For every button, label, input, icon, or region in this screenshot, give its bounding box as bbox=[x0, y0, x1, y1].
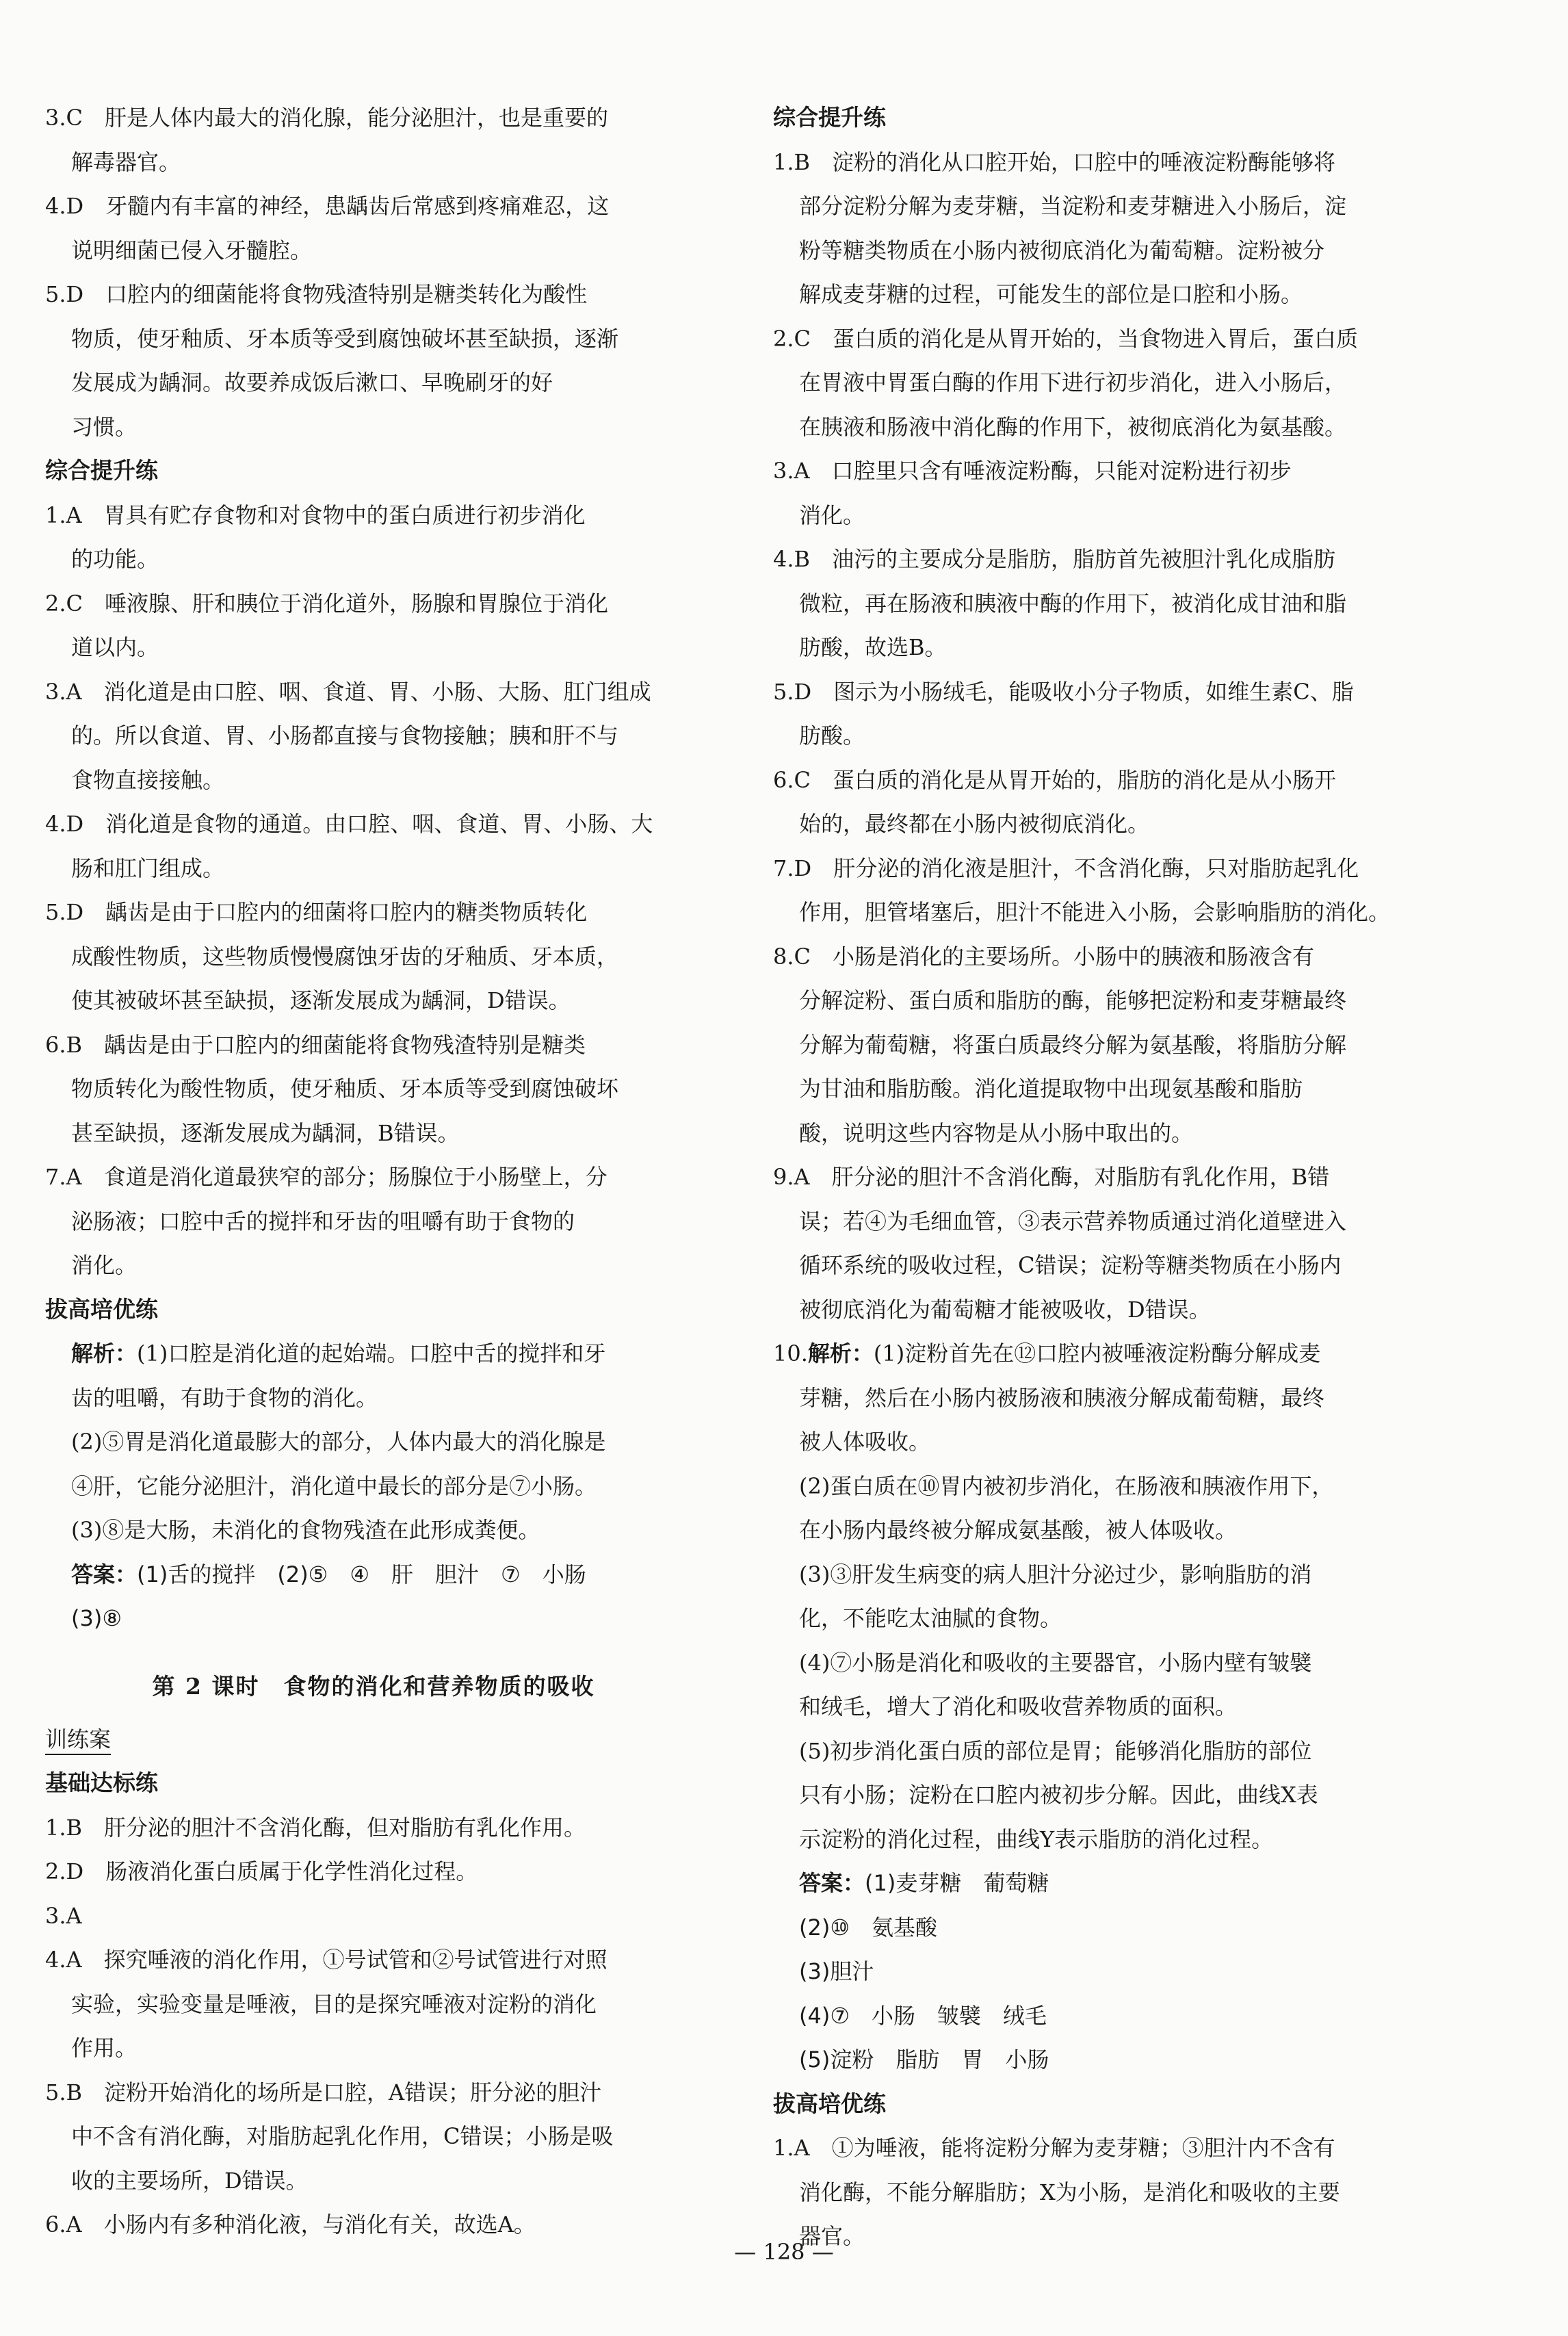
text-line: (2)⑤胃是消化道最膨大的部分，人体内最大的消化腺是 bbox=[71, 1429, 606, 1455]
text-line: 2.C 蛋白质的消化是从胃开始的，当食物进入胃后，蛋白质 bbox=[773, 325, 1359, 352]
text-line: 部分淀粉分解为麦芽糖，当淀粉和麦芽糖进入小肠后，淀 bbox=[799, 193, 1347, 219]
text-line bbox=[45, 1553, 702, 1597]
text-line: ④肝，它能分泌胆汁，消化道中最长的部分是⑦小肠。 bbox=[71, 1472, 597, 1499]
text-line: (3)⑧是大肠，未消化的食物残渣在此形成粪便。 bbox=[71, 1517, 540, 1543]
text-line: (2)⑩ 氨基酸 bbox=[799, 1914, 938, 1941]
analysis-label: 解析： bbox=[71, 1340, 138, 1366]
text-line bbox=[45, 1332, 702, 1376]
answer-text: (1)麦芽糖 葡萄糖 bbox=[865, 1870, 1049, 1896]
text-line: 3.A 消化道是由口腔、咽、食道、胃、小肠、大肠、肛门组成 bbox=[45, 678, 651, 705]
text-line: (3)③肝发生病变的病人胆汁分泌过少，影响脂肪的消 bbox=[799, 1561, 1312, 1587]
page-number: — 128 — bbox=[734, 2239, 834, 2265]
text-line: 肠和肛门组成。 bbox=[71, 855, 225, 881]
text-line: 和绒毛，增大了消化和吸收营养物质的面积。 bbox=[799, 1693, 1238, 1719]
training-tab bbox=[45, 1717, 702, 1762]
text-line: 食物直接接触。 bbox=[71, 766, 225, 793]
text-line: 3.A 口腔里只含有唾液淀粉酶，只能对淀粉进行初步 bbox=[773, 458, 1292, 484]
text-line: 解成麦芽糖的过程，可能发生的部位是口腔和小肠。 bbox=[799, 281, 1303, 307]
text-line: 1.A 胃具有贮存食物和对食物中的蛋白质进行初步消化 bbox=[45, 502, 586, 528]
text-line: 示淀粉的消化过程，曲线Y表示脂肪的消化过程。 bbox=[799, 1826, 1274, 1852]
text-line: 肪酸，故选B。 bbox=[799, 634, 947, 660]
text-line: 微粒，再在肠液和胰液中酶的作用下，被消化成甘油和脂 bbox=[799, 590, 1347, 617]
text-line: 解毒器官。 bbox=[71, 148, 181, 175]
text-line: (3)胆汁 bbox=[799, 1958, 874, 1984]
text-line: 中不含有消化酶，对脂肪起乳化作用，C错误；小肠是吸 bbox=[71, 2123, 614, 2149]
item-number: 10. bbox=[773, 1340, 808, 1366]
text-line: 4.D 牙髓内有丰富的神经，患龋齿后常感到疼痛难忍，这 bbox=[45, 193, 610, 219]
text-line: 齿的咀嚼，有助于食物的消化。 bbox=[71, 1384, 378, 1411]
text-line: 7.A 食道是消化道最狭窄的部分；肠腺位于小肠壁上，分 bbox=[45, 1164, 607, 1190]
text-line: 消化酶，不能分解脂肪；X为小肠，是消化和吸收的主要 bbox=[799, 2179, 1340, 2205]
section-heading: 基础达标练 bbox=[45, 1769, 158, 1796]
text-line: 3.C 肝是人体内最大的消化腺，能分泌胆汁，也是重要的 bbox=[45, 105, 609, 131]
text-line: 甚至缺损，逐渐发展成为龋洞，B错误。 bbox=[71, 1119, 460, 1146]
text-line: 酸，说明这些内容物是从小肠中取出的。 bbox=[799, 1119, 1194, 1146]
text-line: 9.A 肝分泌的胆汁不含消化酶，对脂肪有乳化作用，B错 bbox=[773, 1164, 1330, 1190]
text-line: (5)初步消化蛋白质的部位是胃；能够消化脂肪的部位 bbox=[799, 1737, 1312, 1764]
text-line: 作用，胆管堵塞后，胆汁不能进入小肠，会影响脂肪的消化。 bbox=[799, 899, 1391, 925]
text-line: 化，不能吃太油腻的食物。 bbox=[799, 1605, 1062, 1631]
text-line: 8.C 小肠是消化的主要场所。小肠中的胰液和肠液含有 bbox=[773, 943, 1315, 970]
analysis-text: (1)淀粉首先在⑫口腔内被唾液淀粉酶分解成麦 bbox=[873, 1340, 1321, 1366]
text-line: 5.D 龋齿是由于口腔内的细菌将口腔内的糖类物质转化 bbox=[45, 899, 588, 925]
section-heading: 拔高培优练 bbox=[45, 1295, 158, 1323]
text-line: 收的主要场所，D错误。 bbox=[71, 2167, 308, 2194]
answer-label: 答案： bbox=[799, 1870, 865, 1896]
text-line: 5.D 口腔内的细菌能将食物残渣特别是糖类转化为酸性 bbox=[45, 281, 588, 307]
section-heading: 综合提升练 bbox=[45, 457, 158, 484]
text-line: 2.D 肠液消化蛋白质属于化学性消化过程。 bbox=[45, 1858, 478, 1884]
text-line: (2)蛋白质在⑩胃内被初步消化，在肠液和胰液作用下， bbox=[799, 1472, 1334, 1499]
analysis-label: 解析： bbox=[807, 1340, 874, 1366]
text-line: 误；若④为毛细血管，③表示营养物质通过消化道壁进入 bbox=[799, 1208, 1347, 1234]
text-line: 只有小肠；淀粉在口腔内被初步分解。因此，曲线X表 bbox=[799, 1782, 1318, 1808]
text-line: 被彻底消化为葡萄糖才能被吸收，D错误。 bbox=[799, 1296, 1211, 1323]
text-line: 成酸性物质，这些物质慢慢腐蚀牙齿的牙釉质、牙本质， bbox=[71, 943, 619, 970]
text-line: 循环系统的吸收过程，C错误；淀粉等糖类物质在小肠内 bbox=[799, 1252, 1342, 1278]
text-line: 泌肠液；口腔中舌的搅拌和牙齿的咀嚼有助于食物的 bbox=[71, 1208, 575, 1234]
text-line: 1.B 肝分泌的胆汁不含消化酶，但对脂肪有乳化作用。 bbox=[45, 1814, 586, 1841]
text-line: 在小肠内最终被分解成氨基酸，被人体吸收。 bbox=[799, 1517, 1238, 1543]
text-line: 道以内。 bbox=[71, 634, 159, 660]
text-line: 分解为葡萄糖，将蛋白质最终分解为氨基酸，将脂肪分解 bbox=[799, 1031, 1347, 1058]
text-line: 的。所以食道、胃、小肠都直接与食物接触；胰和肝不与 bbox=[71, 723, 619, 749]
text-line: 在胃液中胃蛋白酶的作用下进行初步消化，进入小肠后， bbox=[799, 369, 1347, 395]
section-heading: 拔高培优练 bbox=[773, 2090, 886, 2117]
text-line: (4)⑦小肠是消化和吸收的主要器官，小肠内壁有皱襞 bbox=[799, 1649, 1312, 1676]
text-line: 粉等糖类物质在小肠内被彻底消化为葡萄糖。淀粉被分 bbox=[799, 237, 1325, 263]
text-line: 2.C 唾液腺、肝和胰位于消化道外，肠腺和胃腺位于消化 bbox=[45, 590, 609, 617]
text-line: 4.D 消化道是食物的通道。由口腔、咽、食道、胃、小肠、大 bbox=[45, 811, 653, 837]
text-line bbox=[773, 1861, 1430, 1906]
text-line: 6.C 蛋白质的消化是从胃开始的，脂肪的消化是从小肠开 bbox=[773, 766, 1337, 793]
text-line: 物质转化为酸性物质，使牙釉质、牙本质等受到腐蚀破坏 bbox=[71, 1076, 619, 1102]
text-line: 的功能。 bbox=[71, 546, 159, 572]
text-line: 使其被破坏甚至缺损，逐渐发展成为龋洞，D错误。 bbox=[71, 987, 571, 1013]
left-column bbox=[45, 96, 702, 2247]
text-line: 发展成为龋洞。故要养成饭后漱口、早晚刷牙的好 bbox=[71, 369, 553, 395]
section-heading: 综合提升练 bbox=[773, 104, 886, 131]
text-line: 6.A 小肠内有多种消化液，与消化有关，故选A。 bbox=[45, 2211, 536, 2237]
text-line: 作用。 bbox=[71, 2035, 138, 2061]
text-line: 7.D 肝分泌的消化液是胆汁，不含消化酶，只对脂肪起乳化 bbox=[773, 855, 1359, 881]
text-line: 在胰液和肠液中消化酶的作用下，被彻底消化为氨基酸。 bbox=[799, 413, 1347, 440]
text-line: 肪酸。 bbox=[799, 723, 865, 749]
text-line: 芽糖，然后在小肠内被肠液和胰液分解成葡萄糖，最终 bbox=[799, 1384, 1325, 1411]
text-line: 消化。 bbox=[799, 502, 865, 528]
text-line: (5)淀粉 脂肪 胃 小肠 bbox=[799, 2047, 1049, 2073]
text-line: 4.A 探究唾液的消化作用，①号试管和②号试管进行对照 bbox=[45, 1947, 607, 1973]
text-line: 习惯。 bbox=[71, 413, 138, 440]
text-line: 被人体吸收。 bbox=[799, 1429, 931, 1455]
text-line: (3)⑧ bbox=[71, 1605, 122, 1631]
text-line: 3.A bbox=[45, 1902, 82, 1929]
training-tab-label: 训练案 bbox=[45, 1726, 111, 1755]
answer-text: (1)舌的搅拌 (2)⑤ ④ 肝 胆汁 ⑦ 小肠 bbox=[137, 1561, 586, 1587]
text-line: 5.B 淀粉开始消化的场所是口腔，A错误；肝分泌的胆汁 bbox=[45, 2079, 602, 2105]
text-line: (4)⑦ 小肠 皱襞 绒毛 bbox=[799, 2002, 1047, 2029]
text-line: 器官。 bbox=[799, 2223, 865, 2249]
lesson-title: 第 2 课时 食物的消化和营养物质的吸收 bbox=[152, 1672, 595, 1700]
answer-label: 答案： bbox=[71, 1561, 138, 1587]
right-column bbox=[773, 96, 1430, 2259]
text-line: 始的，最终都在小肠内被彻底消化。 bbox=[799, 811, 1150, 837]
text-line: 说明细菌已侵入牙髓腔。 bbox=[71, 237, 313, 263]
text-line: 6.B 龋齿是由于口腔内的细菌能将食物残渣特别是糖类 bbox=[45, 1031, 586, 1058]
text-line: 物质，使牙釉质、牙本质等受到腐蚀破坏甚至缺损，逐渐 bbox=[71, 325, 619, 352]
text-line: 1.A ①为唾液，能将淀粉分解为麦芽糖；③胆汁内不含有 bbox=[773, 2135, 1335, 2161]
text-line: 为甘油和脂肪酸。消化道提取物中出现氨基酸和脂肪 bbox=[799, 1076, 1303, 1102]
text-line: 消化。 bbox=[71, 1252, 138, 1278]
analysis-text: (1)口腔是消化道的起始端。口腔中舌的搅拌和牙 bbox=[137, 1340, 606, 1366]
text-line: 5.D 图示为小肠绒毛，能吸收小分子物质，如维生素C、脂 bbox=[773, 678, 1354, 705]
text-line: 4.B 油污的主要成分是脂肪，脂肪首先被胆汁乳化成脂肪 bbox=[773, 546, 1336, 572]
text-line bbox=[773, 1332, 1430, 1376]
text-line: 1.B 淀粉的消化从口腔开始，口腔中的唾液淀粉酶能够将 bbox=[773, 148, 1336, 175]
text-line: 实验，实验变量是唾液，目的是探究唾液对淀粉的消化 bbox=[71, 1990, 597, 2017]
text-line: 分解淀粉、蛋白质和脂肪的酶，能够把淀粉和麦芽糖最终 bbox=[799, 987, 1347, 1013]
